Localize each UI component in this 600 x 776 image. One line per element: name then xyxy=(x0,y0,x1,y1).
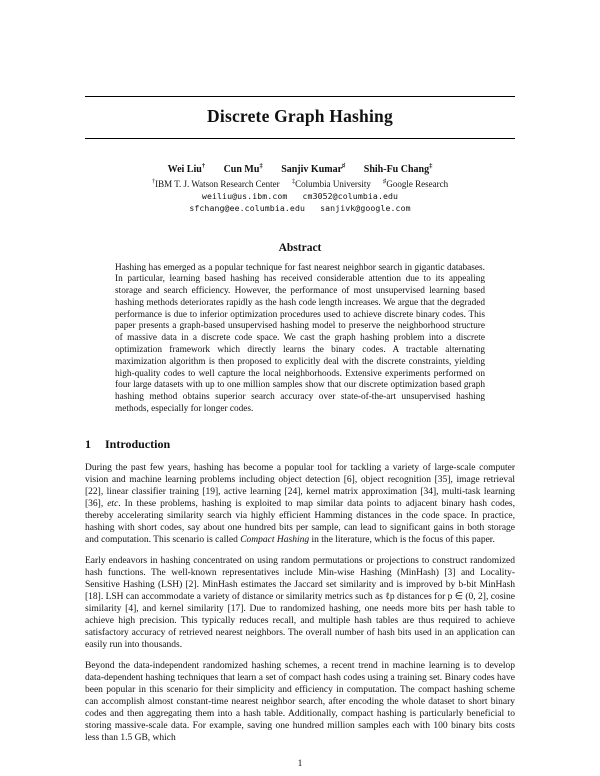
affiliation-mark: ♯ xyxy=(383,177,387,185)
paragraph-text-italic: etc xyxy=(107,498,119,509)
section-number: 1 xyxy=(85,436,91,451)
email-line-1: weiliu@us.ibm.com cm3052@columbia.edu xyxy=(201,190,399,201)
affiliation-name: Columbia University xyxy=(295,178,371,189)
author-0 xyxy=(168,164,205,175)
affiliation-block xyxy=(85,179,515,189)
author-2 xyxy=(281,164,345,175)
paragraph-text: in the literature, which is the focus of this paper. xyxy=(309,534,495,545)
affiliation-mark: † xyxy=(151,177,156,185)
title-rule-top xyxy=(85,96,515,97)
paper-title: Discrete Graph Hashing xyxy=(207,106,393,126)
abstract-heading: Abstract xyxy=(278,241,322,254)
author-affiliation-mark: ‡ xyxy=(259,162,263,170)
author-1 xyxy=(224,164,263,175)
email-line-2: sfchang@ee.columbia.edu sanjivk@google.com xyxy=(189,202,411,213)
abstract-text: Hashing has emerged as a popular technique for fast nearest neighbor search in gigantic databases. In particular, learning based hashing has received considerable attention due to its appealing storage and search efficiency. However, the performance of most unsupervised learning based hashing methods deteriorates rapidly as the hash code length increases. We argue that the degraded performance is due to inferior optimization procedures used to achieve discrete binary codes. This paper presents a graph-based unsupervised hashing model to preserve the neighborhood structure of massive data in a discrete code space. We cast the graph hashing problem into a discrete optimization framework which directly learns the binary codes. A tractable alternating maximization algorithm is then proposed to explicitly deal with the discrete constraints, yielding high-quality codes to well capture the local neighborhoods. Extensive experiments performed on four large datasets with up to one million samples show that our discrete optimization based graph hashing method obtains superior search accuracy over state-of-the-art unsupervised hashing methods, especially for longer codes. xyxy=(115,262,485,415)
author-name: Wei Liu xyxy=(167,164,202,175)
author-name: Shih-Fu Chang xyxy=(363,164,430,175)
page-number: 1 xyxy=(297,759,303,769)
intro-paragraph-1 xyxy=(85,463,515,547)
affiliation-mark: ‡ xyxy=(291,177,296,185)
paragraph-text-italic: Compact Hashing xyxy=(240,534,310,545)
intro-paragraph-3: Beyond the data-independent randomized hashing schemes, a recent trend in machine learning is to develop data-dependent hashing techniques that learn a set of compact hash codes using a training set. Binary codes have been popular in this scenario for their simplicity and efficiency in computation. The compact hashing scheme can accomplish almost constant-time nearest neighbor search, after encoding the whole dataset to short binary codes and then aggregating them into a hash table. Additionally, compact hashing is particularly beneficial to storing massive-scale data. For example, saving one hundred million samples each with 100 binary bits costs less than 1.5 GB, which xyxy=(85,661,515,744)
affiliation-name: IBM T. J. Watson Research Center xyxy=(155,178,280,189)
intro-paragraph-2: Early endeavors in hashing concentrated on using random permutations or projections to construct randomized hash functions. The well-known representatives include Min-wise Hashing (MinHash) [3] and Locality-Sensitive Hashing (LSH) [2]. MinHash estimates the Jaccard set similarity and is improved by b-bit MinHash [18]. LSH can accommodate a variety of distance or similarity metrics such as ℓp distances for p ∈ (0, 2], cosine similarity [4], and kernel similarity [17]. Due to randomized hashing, one needs more bits per hash table to achieve high precision. This typically reduces recall, and multiple hash tables are thus required to achieve satisfactory accuracy of retrieved nearest neighbors. The overall number of hash bits used in an application can easily run into thousands. xyxy=(85,556,515,650)
author-affiliation-mark: † xyxy=(201,162,206,170)
title-rule-bottom xyxy=(85,138,515,139)
author-name: Sanjiv Kumar xyxy=(281,164,343,175)
paragraph-text: During the past few years, hashing has become a popular tool for tackling a variety of large-scale computer vision and machine learning problems including object detection [6], object recognition [35], image retrieval [22], linear classifier training [19], active learning [24], kernel matrix approximation [34], multi-task learning [36], xyxy=(85,462,515,509)
author-name: Cun Mu xyxy=(223,164,260,175)
section-title: Introduction xyxy=(105,436,171,451)
paragraph-text: . In these problems, hashing is exploited to map similar data points to adjacent binary hash codes, thereby accelerating similarity search via highly efficient Hamming distances in the code space. In practice, hashing with short codes, say about one hundred bits per sample, can lead to significant gains in both storage and computation. This scenario is called xyxy=(85,498,516,545)
section-heading-introduction xyxy=(85,437,515,452)
author-block xyxy=(85,164,515,175)
author-affiliation-mark: ‡ xyxy=(429,162,433,170)
affiliation-0 xyxy=(152,179,280,189)
author-3 xyxy=(364,164,433,175)
affiliation-1 xyxy=(292,179,371,189)
author-affiliation-mark: ♯ xyxy=(342,162,346,170)
affiliation-name: Google Research xyxy=(386,178,449,189)
affiliation-2 xyxy=(383,179,448,189)
